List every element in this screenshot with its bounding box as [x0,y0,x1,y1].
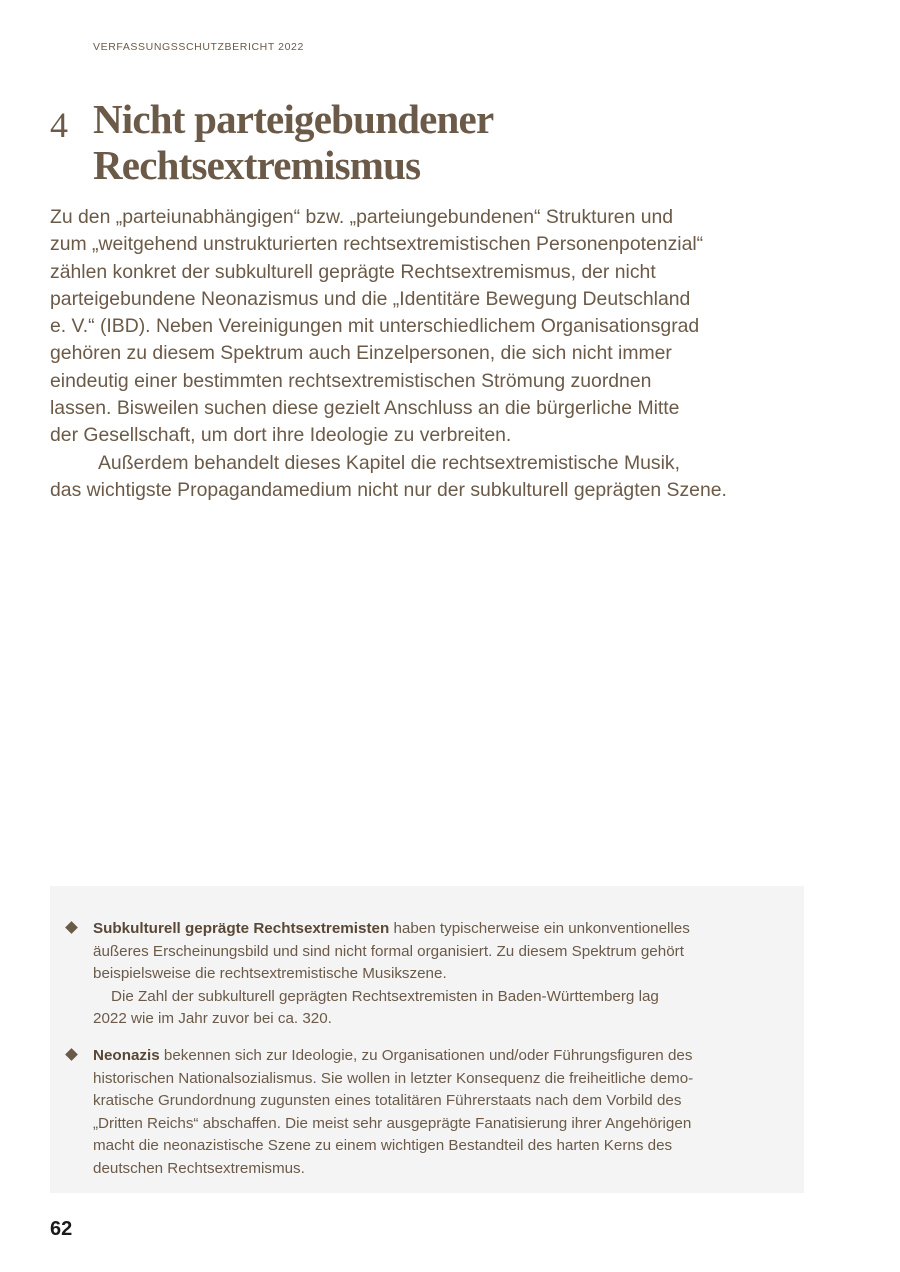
definition-box [50,886,804,1193]
definition-subkulturell [93,918,793,1031]
definition-line [93,1045,793,1068]
intro-line: das wichtigste Propagandamedium nicht nur der subkulturell geprägten Szene. [50,478,727,501]
intro-line: e. V.“ (IBD). Neben Vereinigungen mit unterschiedlichem Organisationsgrad [50,315,700,338]
intro-text [50,204,830,504]
intro-line: Zu den „parteiunabhängigen“ bzw. „parteiungebundenen“ Strukturen und [50,206,674,228]
definition-text: haben typischerweise ein unkonventionelles [389,920,690,937]
intro-line: zum „weitgehend unstrukturierten rechtsextremistischen Personenpotenzial“ [50,233,704,256]
definition-line: „Dritten Reichs“ abschaffen. Die meist sehr ausgeprägte Fanatisierung ihrer Angehörigen [93,1114,692,1132]
definition-line: historischen Nationalsozialismus. Sie wollen in letzter Konsequenz die freiheitliche demo- [93,1069,694,1087]
definition-line: kratische Grundordnung zugunsten eines totalitären Führerstaats nach dem Vorbild des [93,1092,682,1109]
definition-line: äußeres Erscheinungsbild und sind nicht formal organisiert. Zu diesem Spektrum gehört [93,942,684,960]
intro-line: eindeutig einer bestimmten rechtsextremistischen Strömung zuordnen [50,369,652,392]
definition-term: Neonazis [93,1047,160,1064]
chapter-title-line: Nicht parteigebundener [93,96,494,142]
diamond-bullet-icon [65,1048,78,1061]
chapter-title-line: Rechtsextremismus [93,142,421,188]
running-header: VERFASSUNGSSCHUTZBERICHT 2022 [93,41,304,53]
definition-line: Die Zahl der subkulturell geprägten Rechtsextremisten in Baden-Württemberg lag [111,987,659,1005]
intro-line: gehören zu diesem Spektrum auch Einzelpersonen, die sich nicht immer [50,342,672,365]
chapter-number: 4 [50,105,68,145]
diamond-bullet-icon [65,921,78,934]
intro-line: zählen konkret der subkulturell geprägte Rechtsextremismus, der nicht [50,260,656,283]
definition-line: macht die neonazistische Szene zu einem wichtigen Bestandteil des harten Kerns des [93,1137,673,1154]
definition-line [93,918,793,941]
intro-line: parteigebundene Neonazismus und die „Identitäre Bewegung Deutschland [50,287,691,310]
definition-term: Subkulturell geprägte Rechtsextremisten [93,920,390,937]
page-number: 62 [50,1218,73,1240]
chapter-title [93,96,793,188]
intro-line: Außerdem behandelt dieses Kapitel die rechtsextremistische Musik, [98,451,680,474]
intro-line: lassen. Bisweilen suchen diese gezielt Anschluss an die bürgerliche Mitte [50,397,680,420]
definition-line: deutschen Rechtsextremismus. [93,1159,305,1177]
definition-text: bekennen sich zur Ideologie, zu Organisationen und/oder Führungsfiguren des [159,1047,693,1064]
definition-line: 2022 wie im Jahr zuvor bei ca. 320. [93,1010,332,1027]
definition-line: beispielsweise die rechtsextremistische Musikszene. [93,965,447,982]
intro-line: der Gesellschaft, um dort ihre Ideologie zu verbreiten. [50,424,512,447]
definition-neonazis [93,1045,793,1180]
